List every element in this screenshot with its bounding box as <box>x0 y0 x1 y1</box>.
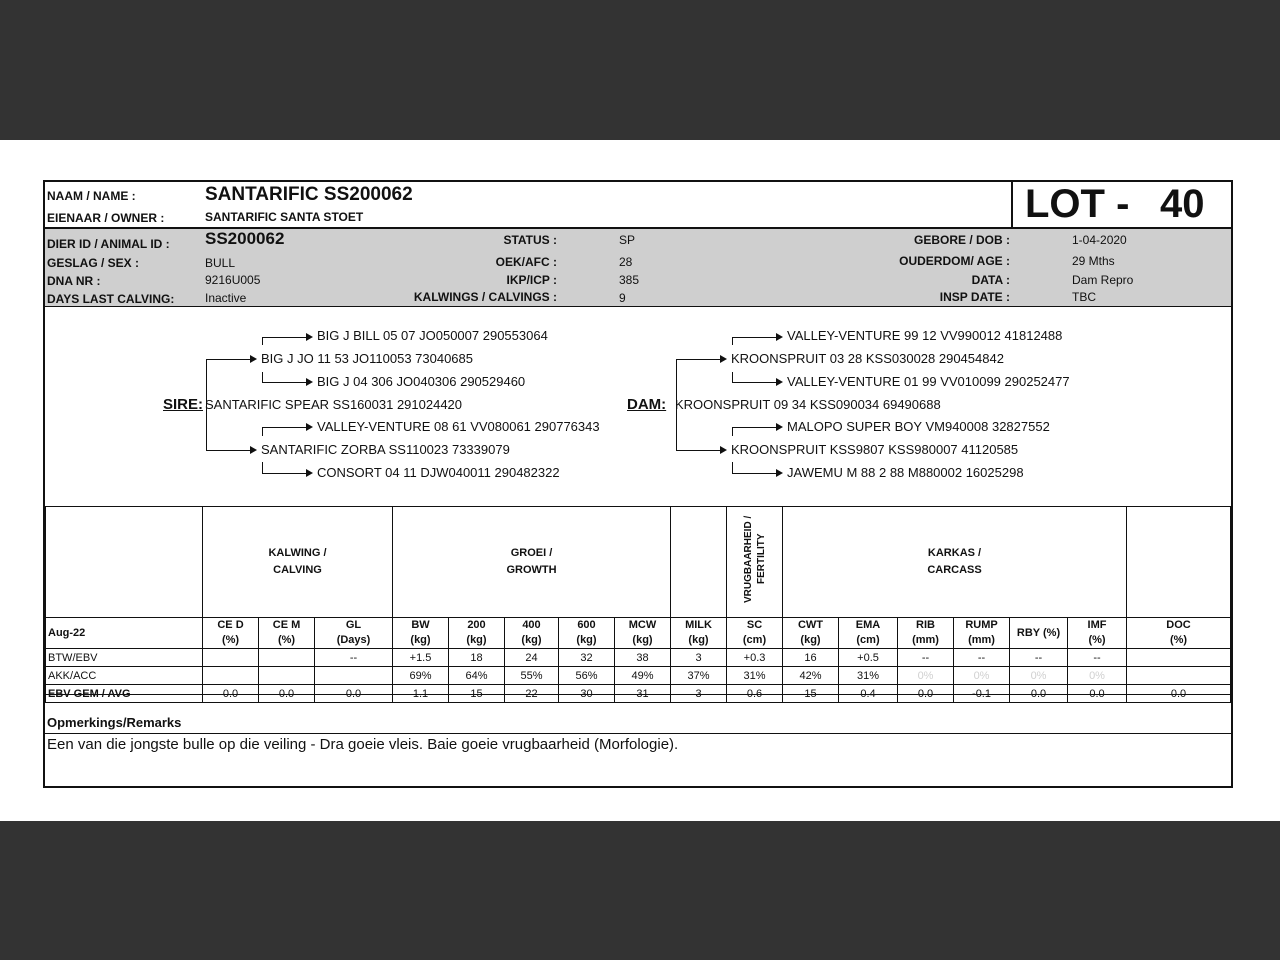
dam-sire: KROONSPRUIT 03 28 KSS030028 290454842 <box>731 351 1004 366</box>
row-label: AKK/ACC <box>46 667 203 685</box>
table-row: BTW/EBV -- +1.5 18 24 32 38 3 +0.3 16 +0.5 -- -- -- -- <box>46 649 1231 667</box>
calvings-value: 9 <box>619 291 626 305</box>
dob-label: GEBORE / DOB : <box>913 233 1010 247</box>
remarks-label: Opmerkings/Remarks <box>47 715 182 730</box>
col-header: RIB (mm) <box>898 618 954 649</box>
group-calving: KALWING / CALVING <box>203 507 393 618</box>
ebv-table <box>45 506 1231 703</box>
col-header: IMF (%) <box>1068 618 1127 649</box>
row-label: EBV GEM / AVG <box>46 685 203 703</box>
col-header: RUMP (mm) <box>954 618 1010 649</box>
afc-value: 28 <box>619 255 633 269</box>
owner-label: EIENAAR / OWNER : <box>47 211 165 225</box>
insp-date-value: TBC <box>1072 290 1096 304</box>
status-value: SP <box>619 233 636 247</box>
dam-dam-dam: JAWEMU M 88 2 88 M880002 16025298 <box>787 465 1024 480</box>
dna-label: DNA NR : <box>47 274 101 288</box>
sire-sire: BIG J JO 11 53 JO110053 73040685 <box>261 351 473 366</box>
sex-value: BULL <box>205 256 236 270</box>
col-header: GL (Days) <box>315 618 393 649</box>
col-header: 600 (kg) <box>559 618 615 649</box>
column-header-row <box>46 618 1231 649</box>
col-header: CWT (kg) <box>783 618 839 649</box>
col-header: DOC (%) <box>1127 618 1231 649</box>
age-label: OUDERDOM/ AGE : <box>899 254 1010 268</box>
lot-card <box>43 180 1233 788</box>
col-header: BW (kg) <box>393 618 449 649</box>
dam-dam: KROONSPRUIT KSS9807 KSS980007 41120585 <box>731 442 1019 457</box>
sire-dam-sire: VALLEY-VENTURE 08 61 VV080061 290776343 <box>317 419 600 434</box>
days-calving-label: DAYS LAST CALVING: <box>47 292 175 306</box>
col-header: EMA (cm) <box>839 618 898 649</box>
group-growth: GROEI / GROWTH <box>393 507 671 618</box>
calvings-label: KALWINGS / CALVINGS : <box>413 290 557 304</box>
dob-value: 1-04-2020 <box>1072 233 1127 247</box>
owner-name: SANTARIFIC SANTA STOET <box>205 210 364 224</box>
sire-sire-sire: BIG J BILL 05 07 JO050007 290553064 <box>317 328 548 343</box>
dna-value: 9216U005 <box>205 273 261 287</box>
days-calving-value: Inactive <box>205 291 247 305</box>
col-header: MCW (kg) <box>615 618 671 649</box>
col-header: CE M (%) <box>259 618 315 649</box>
group-fertility: VRUGBAARHEID / FERTILITY <box>727 507 783 618</box>
sire-dam: SANTARIFIC ZORBA SS110023 73339079 <box>261 442 510 457</box>
icp-value: 385 <box>619 273 640 287</box>
sex-label: GESLAG / SEX : <box>47 256 140 270</box>
age-value: 29 Mths <box>1072 254 1115 268</box>
ebv-date: Aug-22 <box>46 618 203 649</box>
data-value: Dam Repro <box>1072 273 1134 287</box>
group-carcass: KARKAS / CARCASS <box>783 507 1127 618</box>
icp-label: IKP/ICP : <box>506 273 557 287</box>
col-header: CE D (%) <box>203 618 259 649</box>
table-row: EBV GEM / AVG 0.0 0.0 0.0 1.1 15 22 30 31 3 0.6 15 0.4 0.0 -0.1 0.0 0.0 0.0 <box>46 685 1231 703</box>
col-header: RBY (%) <box>1010 618 1068 649</box>
col-header: MILK (kg) <box>671 618 727 649</box>
group-header-row <box>46 507 1231 618</box>
col-header: 200 (kg) <box>449 618 505 649</box>
remarks-text: Een van die jongste bulle op die veiling - Dra goeie vleis. Baie goeie vrugbaarheid (Morfologie). <box>47 736 679 753</box>
table-row: AKK/ACC 69% 64% 55% 56% 49% 37% 31% 42% 31% 0% 0% 0% 0% <box>46 667 1231 685</box>
row-label: BTW/EBV <box>46 649 203 667</box>
status-label: STATUS : <box>503 233 557 247</box>
dam-dam-sire: MALOPO SUPER BOY VM940008 32827552 <box>787 419 1050 434</box>
lot-divider <box>1011 182 1013 228</box>
afc-label: OEK/AFC : <box>495 255 557 269</box>
col-header: SC (cm) <box>727 618 783 649</box>
dam-sire-sire: VALLEY-VENTURE 99 12 VV990012 41812488 <box>787 328 1063 343</box>
insp-date-label: INSP DATE : <box>939 290 1010 304</box>
sire-dam-dam: CONSORT 04 11 DJW040011 290482322 <box>317 465 560 480</box>
lot-label: LOT - <box>1025 182 1130 226</box>
animal-id-label: DIER ID / ANIMAL ID : <box>47 237 170 251</box>
sire-name: SANTARIFIC SPEAR SS160031 291024420 <box>205 397 463 412</box>
data-label: DATA : <box>971 273 1010 287</box>
dam-title: DAM: <box>627 396 667 413</box>
sire-sire-dam: BIG J 04 306 JO040306 290529460 <box>317 374 526 389</box>
dam-name: KROONSPRUIT 09 34 KSS090034 69490688 <box>675 397 941 412</box>
animal-id: SS200062 <box>205 229 285 248</box>
sire-title: SIRE: <box>163 396 204 413</box>
lot-number: 40 <box>1160 182 1205 226</box>
dam-sire-dam: VALLEY-VENTURE 01 99 VV010099 290252477 <box>787 374 1070 389</box>
col-header: 400 (kg) <box>505 618 559 649</box>
animal-name: SANTARIFIC SS200062 <box>205 184 413 205</box>
name-label: NAAM / NAME : <box>47 189 136 203</box>
